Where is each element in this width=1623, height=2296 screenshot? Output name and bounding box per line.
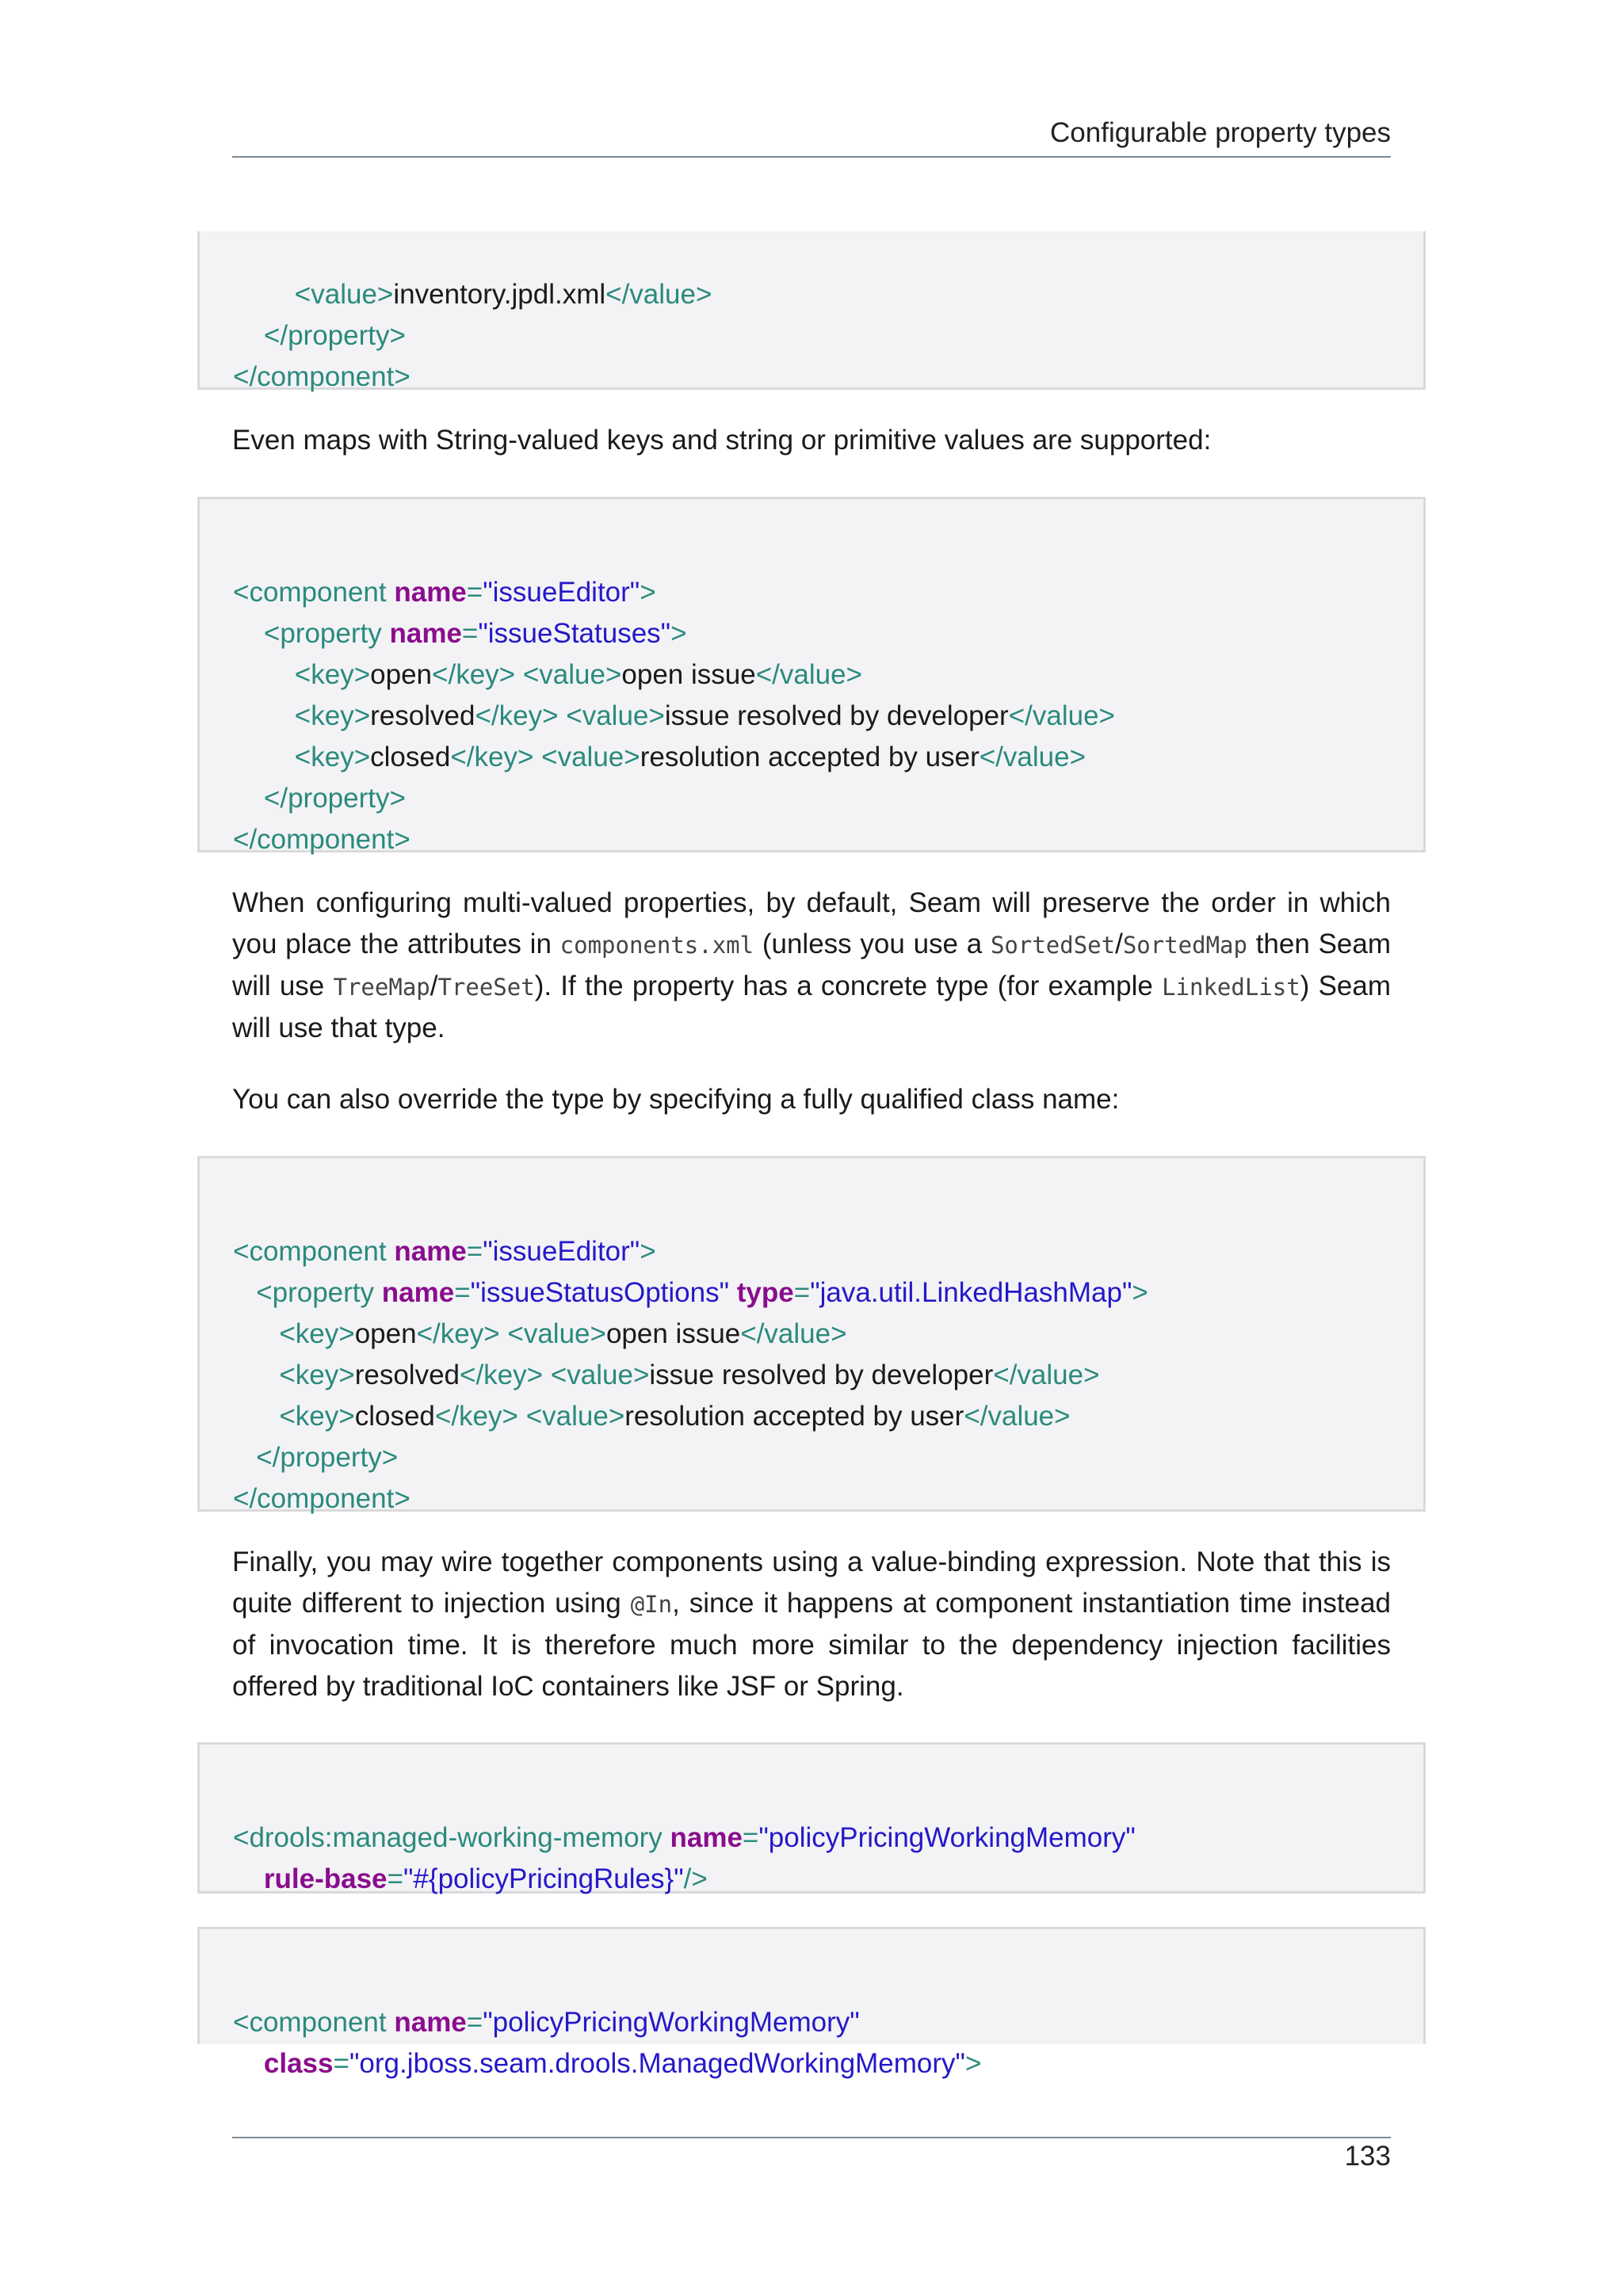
code-line: </property> (263, 783, 406, 814)
code-line: </property> (263, 320, 406, 351)
code-block-continued (197, 231, 1426, 390)
paragraph-multivalued: When configuring multi-valued properties, by default, Seam will preserve the order in which you place the attributes in components.xml (unless you use a SortedSet/SortedMap then Seam will use TreeMap/TreeSet). If the property has a concrete type (for example LinkedList) Seam will use that type. (232, 887, 1391, 1043)
code-line: <key>closed</key> <value>resolution accepted by user</value> (279, 1401, 1071, 1432)
page-number: 133 (1344, 2141, 1391, 2172)
code-line: </component> (233, 1483, 411, 1514)
code-inline: TreeSet (437, 974, 535, 1001)
code-line: class="org.jboss.seam.drools.ManagedWorkingMemory"> (263, 2048, 982, 2079)
code-line: <key>open</key> <value>open issue</value> (294, 659, 862, 690)
code-block-component-continues (197, 1927, 1426, 2079)
code-inline: SortedMap (1122, 932, 1247, 959)
code-inline: LinkedList (1162, 974, 1300, 1001)
code-line: </property> (256, 1442, 399, 1473)
paragraph: Even maps with String-valued keys and string or primitive values are supported: (232, 425, 1212, 456)
running-header: Configurable property types (1050, 117, 1391, 148)
code-line: <component name="issueEditor"> (233, 1236, 656, 1267)
code-line: <key>resolved</key> <value>issue resolved by developer</value> (294, 700, 1115, 731)
code-inline: components.xml (559, 932, 754, 959)
code-line: </component> (233, 824, 411, 855)
code-line: <key>closed</key> <value>resolution accepted by user</value> (294, 742, 1086, 772)
code-inline: @In (630, 1591, 673, 1618)
code-line: </component> (233, 361, 411, 392)
footer-rule (232, 2137, 1391, 2138)
code-block-issue-status-options (197, 1156, 1426, 1512)
code-line: <component name="issueEditor"> (233, 577, 656, 608)
code-line: <property name="issueStatuses"> (263, 618, 687, 649)
code-line: <value>inventory.jpdl.xml</value> (294, 279, 712, 310)
paragraph-value-binding: Finally, you may wire together components using a value-binding expression. Note that this is quite different to injection using @In, since it happens at component instantiation time instead of invocation time. It is therefore much more similar to the dependency injection facilities offered by traditional IoC containers like JSF or Spring. (232, 1547, 1392, 1702)
code-line: <key>open</key> <value>open issue</value> (279, 1318, 847, 1349)
code-inline: SortedSet (990, 932, 1116, 959)
code-line: <component name="policyPricingWorkingMemory" (233, 2007, 860, 2038)
header-rule (232, 156, 1391, 158)
code-line: <drools:managed-working-memory name="policyPricingWorkingMemory" (233, 1822, 1136, 1853)
code-block-drools-memory (197, 1742, 1426, 1894)
code-line: rule-base="#{policyPricingRules}"/> (263, 1863, 708, 1894)
code-block-issue-statuses (197, 497, 1426, 855)
paragraph: You can also override the type by specifying a fully qualified class name: (232, 1084, 1120, 1115)
code-line: <key>resolved</key> <value>issue resolved by developer</value> (279, 1360, 1100, 1390)
code-inline: TreeMap (333, 974, 430, 1001)
code-line: <property name="issueStatusOptions" type="java.util.LinkedHashMap"> (256, 1277, 1148, 1308)
